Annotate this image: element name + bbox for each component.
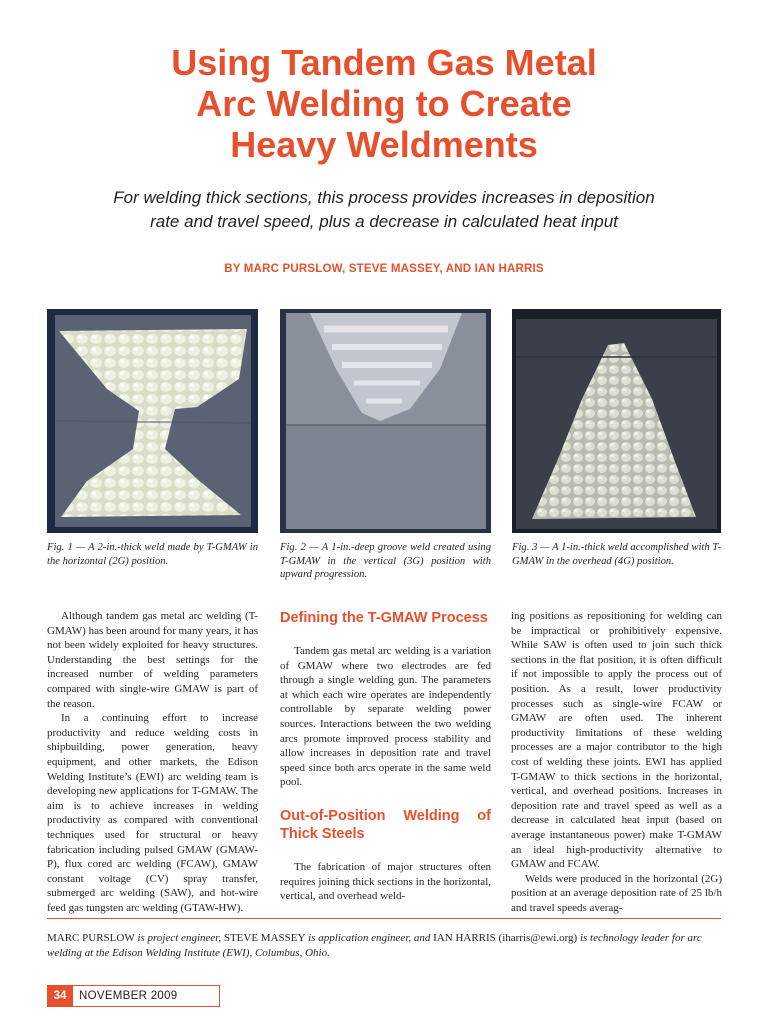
section-heading: Out-of-Position Welding of Thick Steels [280,807,491,842]
author-bio [47,931,723,960]
paragraph: In a continuing effort to increase productivity and reduce welding costs in shipbuilding, power generation, heavy equipment, and other markets, the Edison Welding Institute’s (EWI) arc welding team is developing new applications for T-GMAW. The aim is to achieve increases in welding productivity as compared with conventional techniques used for structural or heavy fabrication including pulsed GMAW (GMAW-P), flux cored arc welding (FCAW), GMAW constant voltage (CV) spray transfer, submerged arc welding (SAW), and hot-wire feed gas tungsten arc welding (GTAW-HW). [47,712,258,914]
section-divider [47,918,721,919]
title-line-2: Arc Welding to Create [196,83,572,124]
author-role: is technology leader for arc welding at the Edison Welding Institute (EWI), Columbus, Ohio. [47,932,702,959]
article-subtitle [60,186,708,234]
paragraph: Tandem gas metal arc welding is a variation of GMAW where two electrodes are fed through a single welding gun. The parameters at which each wire operates are independently controllable by separate welding power sources. Interactions between the two welding arcs promote improved process stability and allow increases in deposition rate and travel speed since both arcs operate in the same weld pool. [280,645,491,789]
section-heading: Defining the T-GMAW Process [280,610,488,626]
paragraph: Although tandem gas metal arc welding (T-GMAW) has been around for many years, it has not been widely exploited for heavy structures. Understanding the best settings for the increased number of welding parameters compared with single-wire GMAW is part of the reason. [47,610,258,710]
author-role: is application engineer, and [305,932,434,944]
author-role: is project engineer, [134,932,224,944]
byline: BY MARC PURSLOW, STEVE MASSEY, AND IAN HARRIS [224,263,544,275]
page-footer [47,985,220,1007]
author-name: IAN HARRIS [433,932,496,944]
subtitle-line-2: rate and travel speed, plus a decrease in calculated heat input [150,212,618,231]
paragraph: Welds were produced in the horizontal (2G) position at an average deposition rate of 25 lb/h and travel speeds averag- [511,872,722,914]
issue-date: NOVEMBER 2009 [79,990,178,1002]
paragraph: The fabrication of major structures often requires joining thick sections in the horizontal, vertical, and overhead weld- [280,860,491,903]
page-number: 34 [47,986,73,1006]
paragraph: ing positions as repositioning for welding can be impractical or prohibitively expensive. While SAW is often used to join such thick sections in the flat position, it is often difficult if not impossible to apply the process out of position. As a result, lower productivity processes such as single-wire FCAW or GMAW are often used. The inherent productivity limitations of these welding processes are a major contributor to the high cost of welding these joints. EWI has applied T-GMAW to thick sections in the horizontal, vertical, and overhead positions. Increases in deposition rate and travel speed as well as a decrease in calculated heat input (based on average instantaneous power) make T-GMAW an ideal high-productivity alternative to GMAW and FCAW. [511,610,722,871]
author-name: STEVE MASSEY [223,932,306,944]
body-column-3 [511,609,722,915]
subtitle-line-1: For welding thick sections, this process provides increases in deposition [113,188,655,207]
figure-2-caption: Fig. 2 — A 1-in.-deep groove weld created using T-GMAW in the vertical (3G) position with upward progression. [280,542,491,580]
author-name: MARC PURSLOW [47,932,135,944]
body-column-2 [280,609,491,904]
title-line-1: Using Tandem Gas Metal [171,42,597,83]
figure-3-caption: Fig. 3 — A 1-in.-thick weld accomplished with T-GMAW in the overhead (4G) position. [512,542,721,567]
article-title [0,42,768,165]
figure-1-caption: Fig. 1 — A 2-in.-thick weld made by T-GMAW in the horizontal (2G) position. [47,542,258,567]
figure-3-photo [512,309,721,533]
body-column-1 [47,609,258,915]
title-line-3: Heavy Weldments [230,124,538,165]
figure-2-photo [280,309,491,533]
author-email: (iharris@ewi.org) [495,932,580,944]
figure-1-photo [47,309,258,533]
